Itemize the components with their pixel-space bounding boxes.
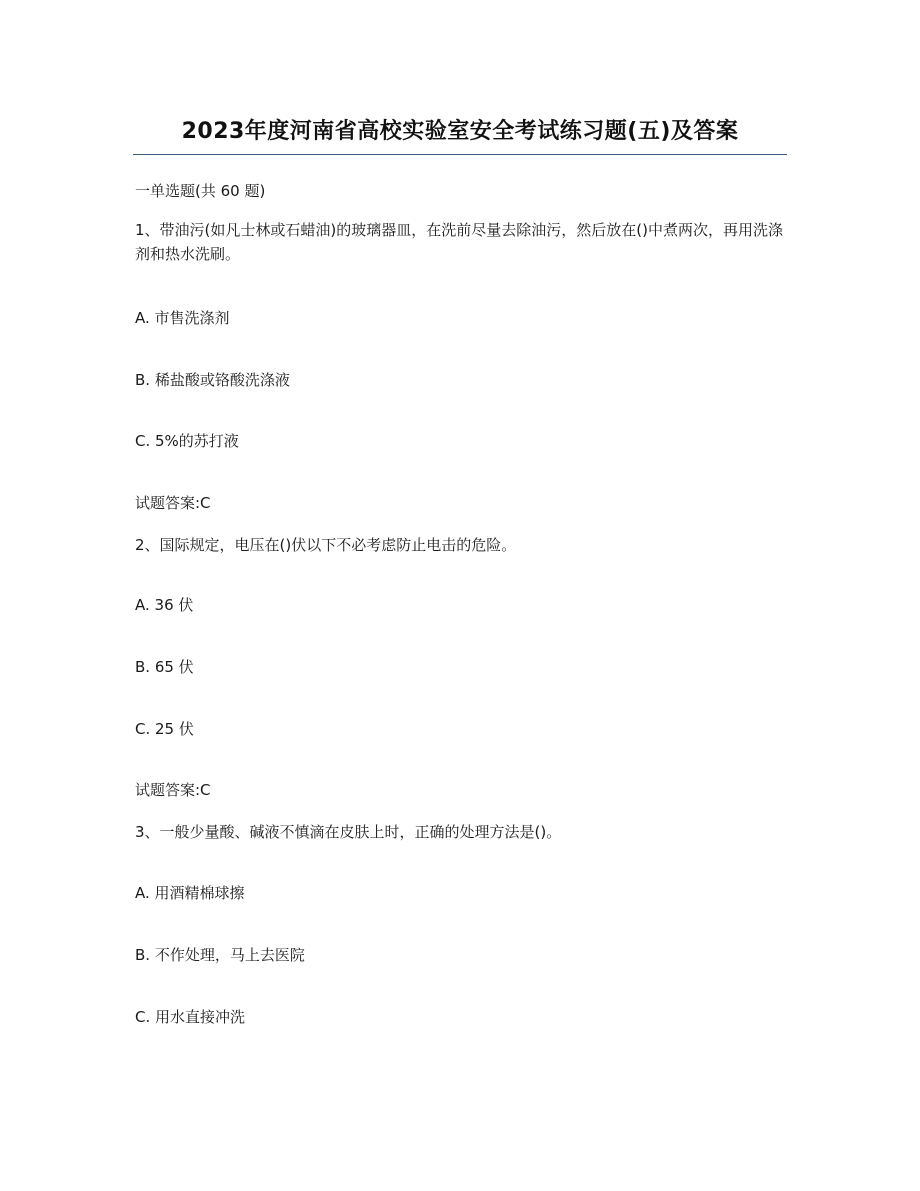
question-1-answer: 试题答案:C — [135, 494, 211, 512]
question-1-option-c: C. 5%的苏打液 — [135, 432, 239, 450]
question-3-stem: 3、一般少量酸、碱液不慎滴在皮肤上时，正确的处理方法是()。 — [135, 823, 562, 841]
title-underline — [133, 154, 787, 155]
question-2-stem: 2、国际规定，电压在()伏以下不必考虑防止电击的危险。 — [135, 536, 517, 554]
question-3-option-b: B. 不作处理，马上去医院 — [135, 946, 305, 964]
question-1-stem: 1、带油污(如凡士林或石蜡油)的玻璃器皿，在洗前尽量去除油污，然后放在()中煮两次，再用洗涤剂和热水洗刷。 — [135, 221, 783, 263]
section-heading: 一单选题(共 60 题) — [135, 182, 266, 200]
page-title: 2023年度河南省高校实验室安全考试练习题(五)及答案 — [181, 119, 739, 144]
question-3-option-a: A. 用酒精棉球擦 — [135, 884, 245, 902]
question-1-option-a: A. 市售洗涤剂 — [135, 309, 230, 327]
question-2-answer: 试题答案:C — [135, 781, 211, 799]
question-2-option-b: B. 65 伏 — [135, 658, 194, 676]
question-2-option-a: A. 36 伏 — [135, 596, 194, 614]
question-2-option-c: C. 25 伏 — [135, 720, 194, 738]
question-3-option-c: C. 用水直接冲洗 — [135, 1008, 246, 1026]
question-1-option-b: B. 稀盐酸或铬酸洗涤液 — [135, 371, 290, 389]
